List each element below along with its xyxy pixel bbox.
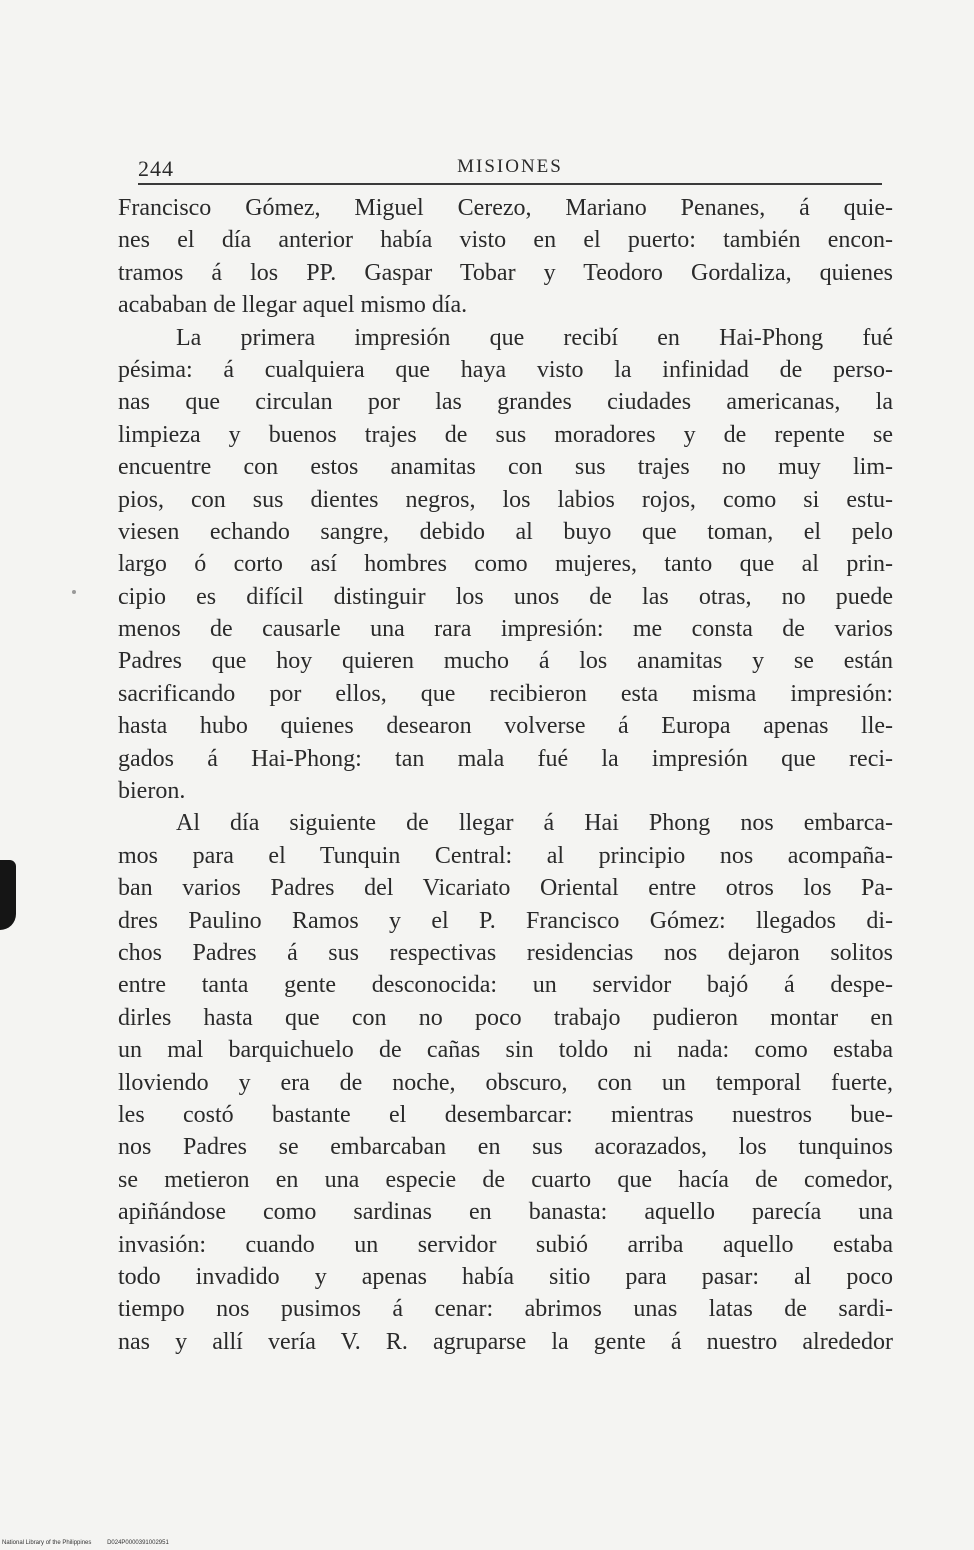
- text-line: acababan de llegar aquel mismo día.: [118, 292, 468, 319]
- text-line: gados á Hai-Phong: tan mala fué la impresión que reci-: [118, 745, 893, 772]
- text-line: chos Padres á sus respectivas residencias nos dejaron solitos: [118, 939, 893, 966]
- text-line: ban varios Padres del Vicariato Oriental entre otros los Pa-: [118, 875, 893, 902]
- body-text: [118, 192, 893, 1358]
- scan-code: D024P0000391002951: [107, 1540, 169, 1546]
- text-line: todo invadido y apenas había sitio para pasar: al poco: [118, 1263, 893, 1290]
- scan-edge-shadow: [0, 860, 16, 930]
- text-line: Francisco Gómez, Miguel Cerezo, Mariano Penanes, á quie-: [118, 195, 893, 221]
- text-line: hasta hubo quienes desearon volverse á Europa apenas lle-: [118, 713, 893, 740]
- text-line: Padres que hoy quieren mucho á los anamitas y se están: [118, 648, 893, 675]
- paragraph-1: [118, 192, 893, 322]
- text-line: menos de causarle una rara impresión: me consta de varios: [118, 616, 893, 643]
- text-line: apiñándose como sardinas en banasta: aquello parecía una: [118, 1199, 893, 1226]
- header-rule: [138, 183, 882, 185]
- text-line: les costó bastante el desembarcar: mientras nuestros bue-: [118, 1101, 893, 1128]
- text-line: pios, con sus dientes negros, los labios rojos, como si estu-: [118, 486, 893, 513]
- page-header: [138, 152, 882, 186]
- text-line: mos para el Tunquin Central: al principio nos acompaña-: [118, 842, 893, 869]
- text-line: un mal barquichuelo de cañas sin toldo ni nada: como estaba: [118, 1037, 893, 1064]
- text-line: entre tanta gente desconocida: un servidor bajó á despe-: [118, 972, 893, 999]
- paragraph-2: [118, 322, 893, 808]
- library-credit: National Library of the Philippines: [2, 1540, 92, 1546]
- text-line: limpieza y buenos trajes de sus moradores y de repente se: [118, 421, 893, 448]
- page-number: 244: [138, 156, 174, 181]
- text-line: invasión: cuando un servidor subió arriba aquello estaba: [118, 1231, 893, 1258]
- scan-footer: [2, 1540, 183, 1546]
- text-line: bieron.: [118, 778, 186, 805]
- text-line: Al día siguiente de llegar á Hai Phong nos embarca-: [176, 810, 893, 837]
- text-line: nes el día anterior había visto en el puerto: también encon-: [118, 227, 893, 254]
- text-line: nos Padres se embarcaban en sus acorazados, los tunquinos: [118, 1134, 893, 1161]
- running-title: MISIONES: [457, 156, 563, 177]
- text-line: largo ó corto así hombres como mujeres, tanto que al prin-: [118, 551, 893, 578]
- text-line: viesen echando sangre, debido al buyo que toman, el pelo: [118, 518, 893, 545]
- text-line: nas y allí vería V. R. agruparse la gente á nuestro alrededor: [118, 1328, 893, 1355]
- text-line: cipio es difícil distinguir los unos de las otras, no puede: [118, 583, 893, 610]
- text-line: La primera impresión que recibí en Hai-Phong fué: [176, 324, 893, 351]
- text-line: lloviendo y era de noche, obscuro, con un temporal fuerte,: [118, 1069, 893, 1096]
- text-line: nas que circulan por las grandes ciudades americanas, la: [118, 389, 893, 416]
- text-line: dirles hasta que con no poco trabajo pudieron montar en: [118, 1004, 893, 1031]
- text-line: sacrificando por ellos, que recibieron esta misma impresión:: [118, 680, 893, 707]
- scan-speck: [72, 590, 76, 594]
- text-line: pésima: á cualquiera que haya visto la infinidad de perso-: [118, 356, 893, 383]
- text-line: se metieron en una especie de cuarto que hacía de comedor,: [118, 1166, 893, 1193]
- text-line: dres Paulino Ramos y el P. Francisco Gómez: llegados di-: [118, 907, 893, 934]
- paragraph-3: [118, 807, 893, 1358]
- text-line: tiempo nos pusimos á cenar: abrimos unas latas de sardi-: [118, 1296, 893, 1323]
- text-line: tramos á los PP. Gaspar Tobar y Teodoro Gordaliza, quienes: [118, 259, 893, 286]
- text-line: encuentre con estos anamitas con sus trajes no muy lim-: [118, 454, 893, 481]
